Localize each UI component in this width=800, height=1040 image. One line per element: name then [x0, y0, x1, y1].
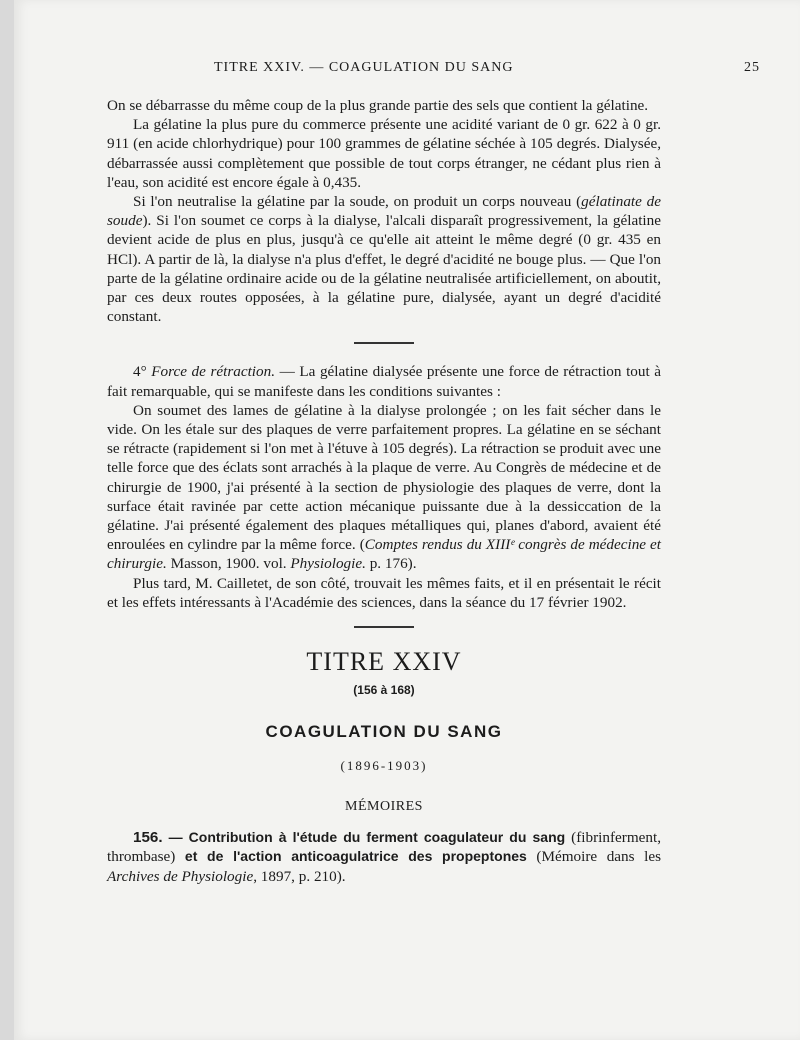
page-body — [107, 96, 661, 886]
page-number: 25 — [744, 60, 760, 75]
paragraph-5-text-a: On soumet des lames de gélatine à la dialyse prolongée ; on les fait sécher dans le vide. On les étale sur des plaques de verre parfaitement propres. La gélatine en se séchant se rétracte (rapidement si l'on met à l'étuve à 105 degrés). La rétraction se produit avec une telle force que des éclats sont arrachés à la plaque de verre. Au Congrès de médecine et de chirurgie de 1900, j'ai présenté à la section de physiologie des plaques de verre, dont la surface était ravinée par cette action mécanique puissante due à la dessiccation de la gélatine. J'ai présenté également des plaques métalliques qui, planes d'abord, avaient été enroulées en cylindre par la même force. ( — [107, 401, 661, 554]
paragraph-3-text-a: Si l'on neutralise la gélatine par la soude, on produit un corps nouveau ( — [133, 193, 582, 211]
memoires-heading: MÉMOIRES — [345, 798, 423, 814]
paragraph-1: On se débarrasse du même coup de la plus grande partie des sels que contient la gélatine. — [107, 97, 649, 114]
paragraph-3 — [107, 192, 661, 326]
entry-title-2: et de l'action anticoagulatrice des propeptones — [184, 848, 527, 865]
bibliography-entry-156 — [107, 828, 661, 886]
paragraph-5-volume: Physiologie. — [290, 555, 366, 573]
section-subtitle: COAGULATION DU SANG — [265, 722, 503, 742]
entry-text-b: (Mémoire dans les — [526, 848, 662, 866]
paragraph-5-citation: Comptes rendus du XIIIᵉ congrès de médecine et chirurgie. — [107, 536, 661, 573]
paragraph-2: La gélatine la plus pure du commerce présente une acidité variant de 0 gr. 622 à 0 gr. 911 (en acide chlorhydrique) pour 100 grammes de gélatine séchée à 105 degrés. Dialysée, débarrassée aussi complètement que possible de tout corps étranger, ne cédant plus rien à l'eau, son acidité est encore égale à 0,435. — [107, 116, 661, 191]
entry-text-a: (fibrinferment, thrombase) — [107, 829, 662, 866]
paragraph-6: Plus tard, M. Cailletet, de son côté, trouvait les mêmes faits, et il en présentait le récit et les effets intéressants à l'Académie des sciences, dans la séance du 17 février 1902. — [107, 574, 661, 611]
paragraph-4-heading: Force de rétraction. — [151, 363, 275, 381]
section-years: (1896-1903) — [340, 757, 428, 773]
running-head-title: TITRE XXIV. — COAGULATION DU SANG — [214, 60, 514, 75]
entry-text-c: , 1897, p. 210). — [253, 867, 346, 885]
paragraph-5-text-c: p. 176). — [365, 555, 417, 573]
entry-title: — Contribution à l'étude du ferment coagulateur du sang — [168, 829, 566, 846]
paragraph-5 — [107, 401, 661, 574]
entry-number: 156. — [133, 829, 163, 847]
paragraph-4 — [107, 362, 661, 400]
document-page — [14, 0, 800, 1040]
paragraph-3-italic: gélatinate de soude — [107, 193, 661, 230]
section-title: TITRE XXIV — [306, 647, 462, 677]
paragraph-4-number: 4° — [133, 363, 147, 381]
paragraph-5-text-b: Masson, 1900. vol. — [166, 555, 291, 573]
section-divider — [354, 342, 414, 344]
section-divider-2 — [354, 626, 414, 628]
paragraph-4-text: — La gélatine dialysée présente une force de rétraction tout à fait remarquable, qui se manifeste dans les conditions suivantes : — [107, 363, 662, 400]
section-range: (156 à 168) — [353, 683, 415, 698]
entry-journal: Archives de Physiologie — [107, 867, 254, 885]
paragraph-3-text-b: ). Si l'on soumet ce corps à la dialyse, l'alcali disparaît progressivement, la gélatine devient acide de plus en plus, jusqu'à ce qu'elle ait atteint le même degré (0 gr. 435 en HCl). A partir de là, la dialyse n'a plus d'effet, le degré d'acidité ne bouge plus. — Que l'on parte de la gélatine ordinaire acide ou de la gélatine neutralisée artificiellement, on aboutit, par ces deux routes opposées, à la gélatine pure, dialysée, ayant un degré d'acidité constant. — [107, 212, 661, 326]
